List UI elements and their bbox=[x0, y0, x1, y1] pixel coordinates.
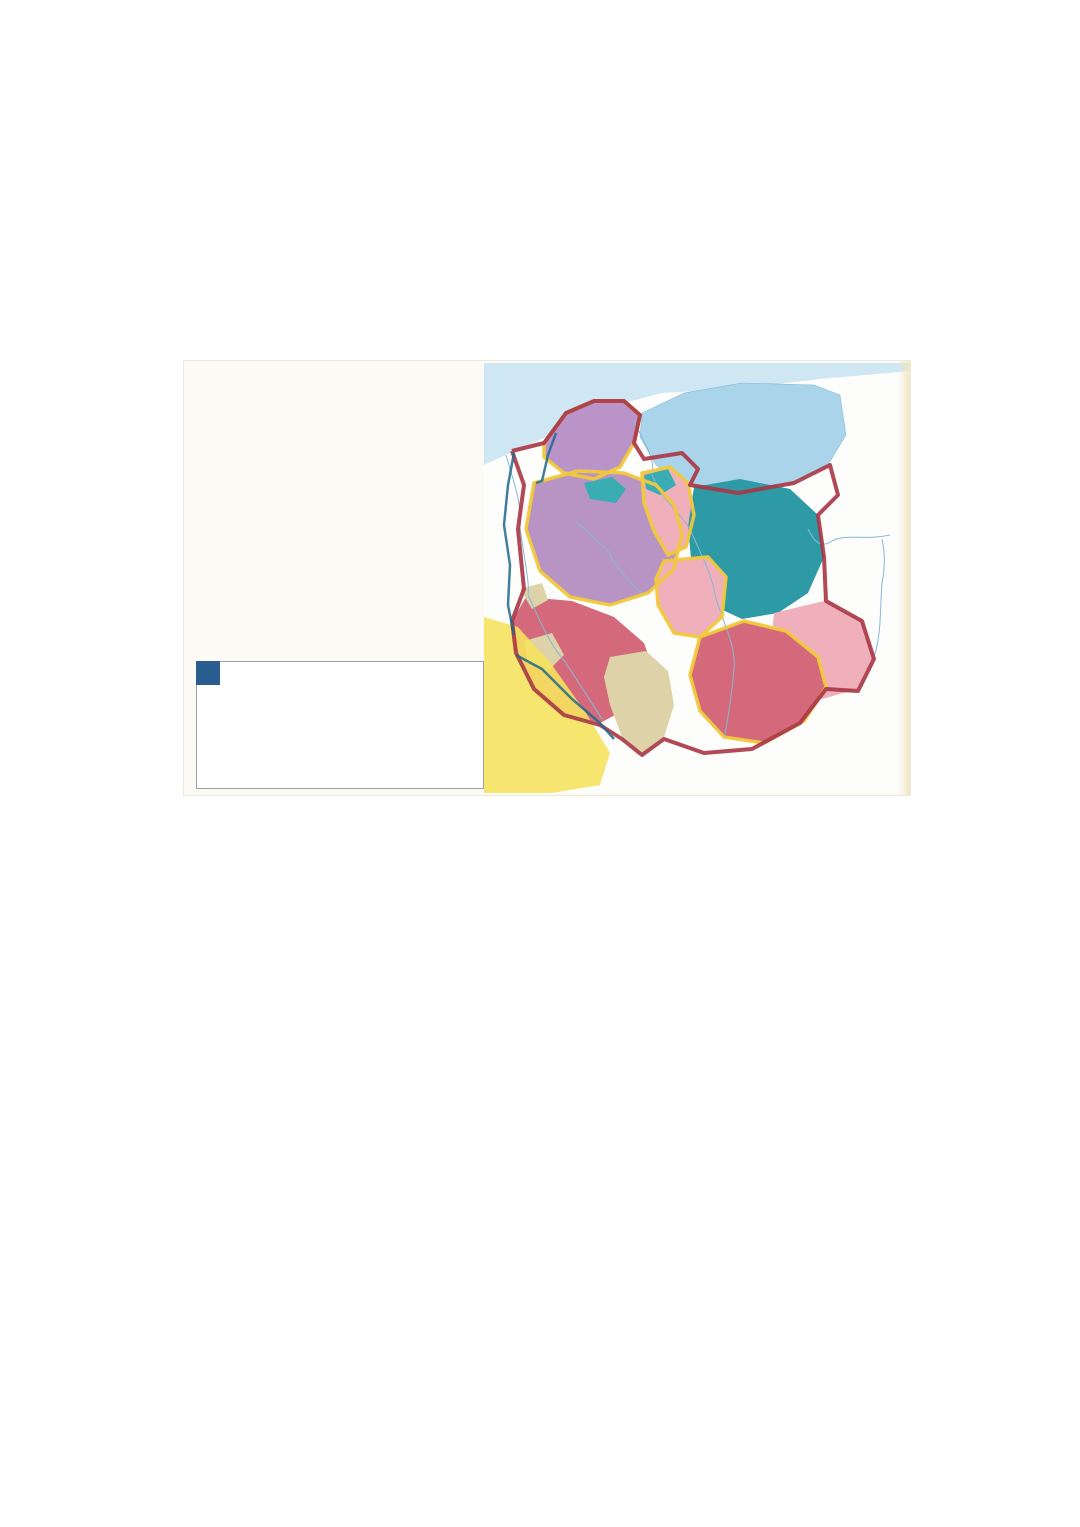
page-curl-shadow bbox=[898, 361, 910, 795]
question-mark-icon bbox=[196, 661, 220, 685]
questions-box bbox=[196, 661, 484, 789]
textbook-map-figure bbox=[183, 360, 911, 796]
map-canvas bbox=[484, 363, 910, 793]
